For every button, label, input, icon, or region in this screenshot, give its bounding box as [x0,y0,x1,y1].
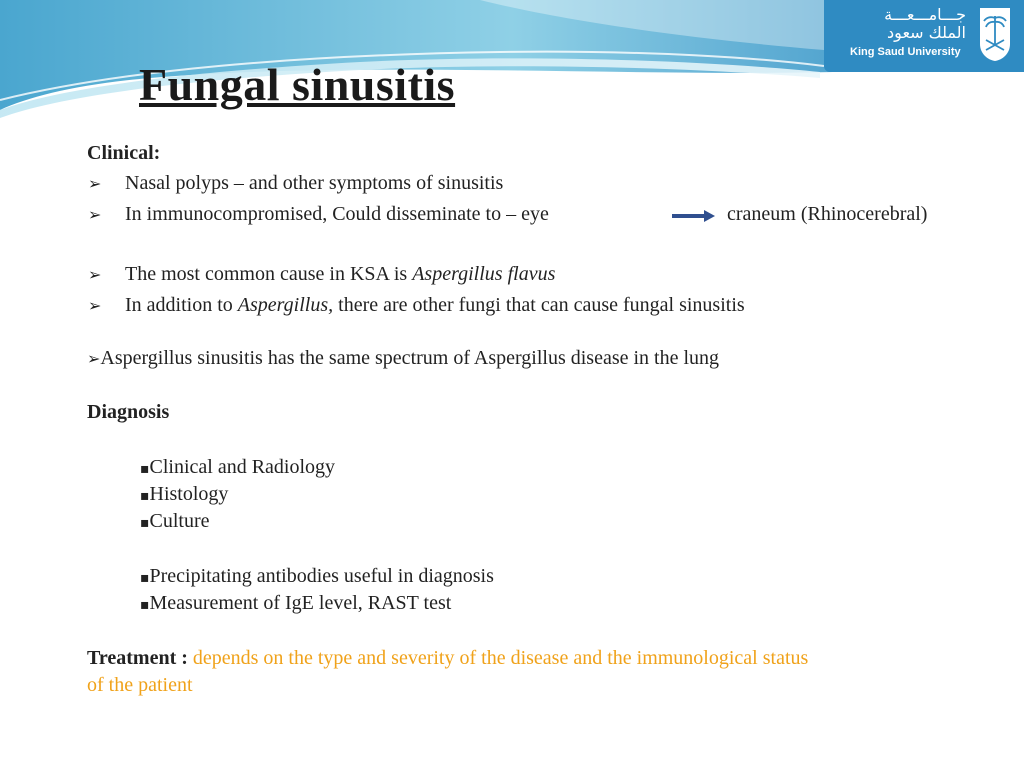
arrowhead-bullet-icon: ➢ [88,296,102,315]
diagnosis-item-text: Histology [149,483,229,505]
clinical-heading: Clinical: [87,142,161,164]
logo-arabic-line2: الملك سعود [887,23,966,42]
diagnosis-item-text: Measurement of IgE level, RAST test [149,592,452,614]
diagnosis-item-text: Clinical and Radiology [149,456,336,478]
logo-arabic-line1: جـــامـــعـــة [884,5,966,24]
square-bullet-icon: ▪ [140,597,150,613]
diagnosis-item [140,565,494,588]
clinical-bullet-5 [87,347,719,370]
logo-english-text: King Saud University [850,46,961,58]
university-logo [824,0,1024,72]
treatment-line-1 [87,647,808,670]
diagnosis-item [140,592,451,615]
treatment-line-2: of the patient [87,674,193,696]
bullet-5-text: Aspergillus sinusitis has the same spectrum of Aspergillus disease in the lung [100,347,720,369]
clinical-bullet-4 [125,294,745,317]
diagnosis-item-text: Culture [149,510,210,532]
palm-swords-emblem-icon [976,6,1014,62]
square-bullet-icon: ▪ [140,461,150,477]
clinical-bullet-2-part1: In immunocompromised, Could disseminate to – eye [125,203,549,225]
square-bullet-icon: ▪ [140,570,150,586]
slide-title: Fungal sinusitis [139,59,456,110]
square-bullet-icon: ▪ [140,488,150,504]
bullet-4-text-a: In addition to [125,294,238,316]
clinical-bullet-3 [125,263,555,286]
diagnosis-heading: Diagnosis [87,401,170,423]
bullet-4-genus: Aspergillus, [237,294,334,316]
treatment-label: Treatment : [87,647,193,669]
diagnosis-item-text: Precipitating antibodies useful in diagnosis [149,565,494,587]
treatment-text-1: depends on the type and severity of the disease and the immunological status [192,647,809,669]
arrowhead-bullet-icon: ➢ [87,349,101,368]
diagnosis-item [140,456,335,479]
diagnosis-item [140,510,210,533]
arrowhead-bullet-icon: ➢ [88,205,102,224]
logo-arabic-text [846,6,966,42]
bullet-3-species: Aspergillus flavus [412,263,556,285]
bullet-4-text-c: there are other fungi that can cause fungal sinusitis [333,294,745,316]
bullet-3-text: The most common cause in KSA is [125,263,413,285]
arrowhead-bullet-icon: ➢ [88,265,102,284]
arrowhead-bullet-icon: ➢ [88,174,102,193]
square-bullet-icon: ▪ [140,515,150,531]
diagnosis-item [140,483,228,506]
clinical-bullet-1: Nasal polyps – and other symptoms of sinusitis [125,172,504,194]
clinical-bullet-2-part2: craneum (Rhinocerebral) [727,203,928,225]
right-arrow-icon [670,209,716,223]
